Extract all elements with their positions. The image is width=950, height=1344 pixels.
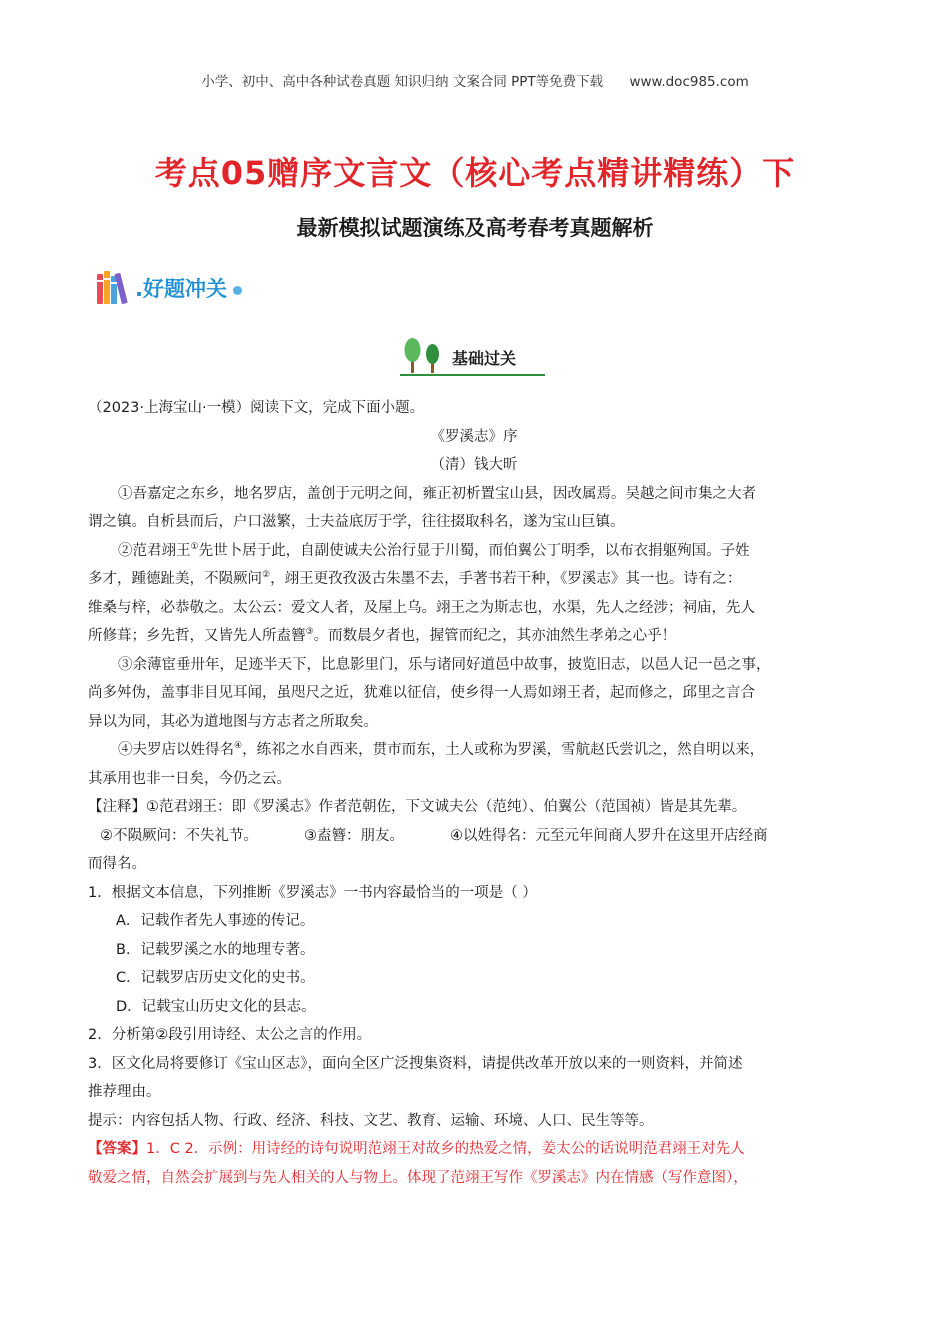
option-b: B．记载罗溪之水的地理专著。: [116, 941, 315, 958]
note-item: ④以姓得名：元至元年间商人罗升在这里开店经商: [450, 827, 768, 844]
passage-title: 《罗溪志》序: [430, 428, 518, 445]
section-badge: [95, 268, 242, 308]
passage-p2-line: [88, 537, 860, 566]
notes-row: [88, 822, 860, 851]
basic-section-label: 基础过关: [452, 349, 517, 368]
answer-line: [88, 1135, 860, 1164]
header-line: [0, 70, 950, 90]
books-icon: [95, 268, 133, 308]
notes-line: 而得名。: [88, 856, 146, 872]
footnote-ref: ①: [190, 541, 199, 552]
footnote-ref: ②: [262, 570, 271, 581]
question-3: 3．区文化局将要修订《宝山区志》，面向全区广泛搜集资料，请提供改革开放以来的一则资料，并简述: [88, 1055, 743, 1072]
header-site-link[interactable]: www.doc985.com: [629, 74, 749, 90]
intro-line: （2023·上海宝山·一模）阅读下文，完成下面小题。: [88, 400, 425, 416]
option-c: C．记载罗店历史文化的史书。: [116, 970, 315, 986]
option-a: A．记载作者先人事迹的传记。: [116, 913, 315, 929]
passage-p2-line: 维桑与梓，必恭敬之。太公云：爱文人者，及屋上乌。翊王之为斯志也，水渠，先人之经涉；祠庙，先人: [88, 599, 755, 616]
page-subtitle: 最新模拟试题演练及高考春考真题解析: [296, 216, 654, 240]
passage-p2-line: [88, 622, 860, 651]
option-d: D．记载宝山历史文化的县志。: [116, 998, 316, 1015]
passage-text: ，练祁之水自西来，贯市而东，土人或称为罗溪，雪航赵氏尝讥之，然自明以来，: [242, 742, 765, 758]
hint-line: 提示：内容包括人物、行政、经济、科技、文艺、教育、运输、环境、人口、民生等等。: [88, 1112, 654, 1129]
page-title: 考点05赠序文言文（核心考点精讲精练）下: [154, 154, 796, 192]
passage-p3-line: 尚多舛伪，盖事非目见耳闻，虽咫尺之近，犹难以征信，使乡得一人焉如翊王者，起而修之，邱里之言合: [88, 685, 755, 701]
passage-p3-line: ③余薄宦垂卅年，足迹半天下，比息影里门，乐与诸同好道邑中故事，披览旧志，以邑人记一邑之事，: [118, 656, 771, 673]
section-badge-label: .好题冲关: [135, 277, 227, 301]
passage-text: ④夫罗店以姓得名: [118, 742, 234, 758]
passage-text: 所修葺；乡先哲，又皆先人所盍簪: [88, 628, 306, 644]
passage-text: ②范君翊王: [118, 542, 191, 559]
note-item: ②不陨厥问：不失礼节。: [100, 827, 258, 844]
passage-text: 先世卜居于此，自副使诚夫公治行显于川蜀，而伯翼公丁明季，以布衣捐躯殉国。子姓: [198, 542, 750, 559]
passage-author: （清）钱大昕: [430, 457, 518, 473]
note-item: ③盍簪：朋友。: [304, 827, 404, 844]
passage-p1-line: 谓之镇。自析县而后，户口滋繁，士夫益底厉于学，往往掇取科名，遂为宝山巨镇。: [88, 514, 625, 530]
question-1: 1．根据文本信息，下列推断《罗溪志》一书内容最恰当的一项是（ ）: [88, 884, 537, 901]
answer-label: 【答案】: [88, 1141, 146, 1157]
basic-section-header: [400, 336, 545, 376]
footnote-ref: ④: [234, 741, 243, 752]
header-text: 小学、初中、高中各种试卷真题 知识归纳 文案合同 PPT等免费下载: [201, 74, 604, 90]
notes-line: 【注释】①范君翊王：即《罗溪志》作者范朝佐，下文诚夫公（范纯）、伯翼公（范国祯）皆是其先辈。: [88, 799, 747, 815]
passage-p2-line: [88, 565, 860, 594]
question-3-cont: 推荐理由。: [88, 1084, 161, 1100]
passage-text: 多才，踵德趾美，不陨厥问: [88, 571, 262, 587]
passage-p3-line: 异以为同，其必为道地图与方志者之所取矣。: [88, 713, 378, 730]
passage-text: 。而数晨夕者也，握管而纪之，其亦油然生孝弟之心乎！: [313, 628, 677, 644]
passage-p1-line: ①吾嘉定之东乡，地名罗店，盖创于元明之间，雍正初析置宝山县，因改属焉。吴越之间市集之大者: [118, 485, 756, 502]
passage-text: ，翊王更孜孜汲古朱墨不去，手著书若干种，《罗溪志》其一也。诗有之：: [270, 571, 742, 587]
badge-dot: [233, 286, 242, 295]
answer-line: 敬爱之情，自然会扩展到与先人相关的人与物上。体现了范翊王写作《罗溪志》内在情感（写作意图），: [88, 1169, 748, 1186]
document-content: [88, 394, 860, 1192]
passage-p4-line: 其承用也非一日矣，今仍之云。: [88, 770, 291, 787]
question-2: 2．分析第②段引用诗经、太公之言的作用。: [88, 1027, 372, 1043]
footnote-ref: ③: [305, 627, 314, 638]
passage-p4-line: [88, 736, 860, 765]
answer-text: 1．C 2．示例：用诗经的诗句说明范翊王对故乡的热爱之情，姜太公的话说明范君翊王对先人: [146, 1141, 745, 1157]
trees-icon: [400, 336, 444, 374]
